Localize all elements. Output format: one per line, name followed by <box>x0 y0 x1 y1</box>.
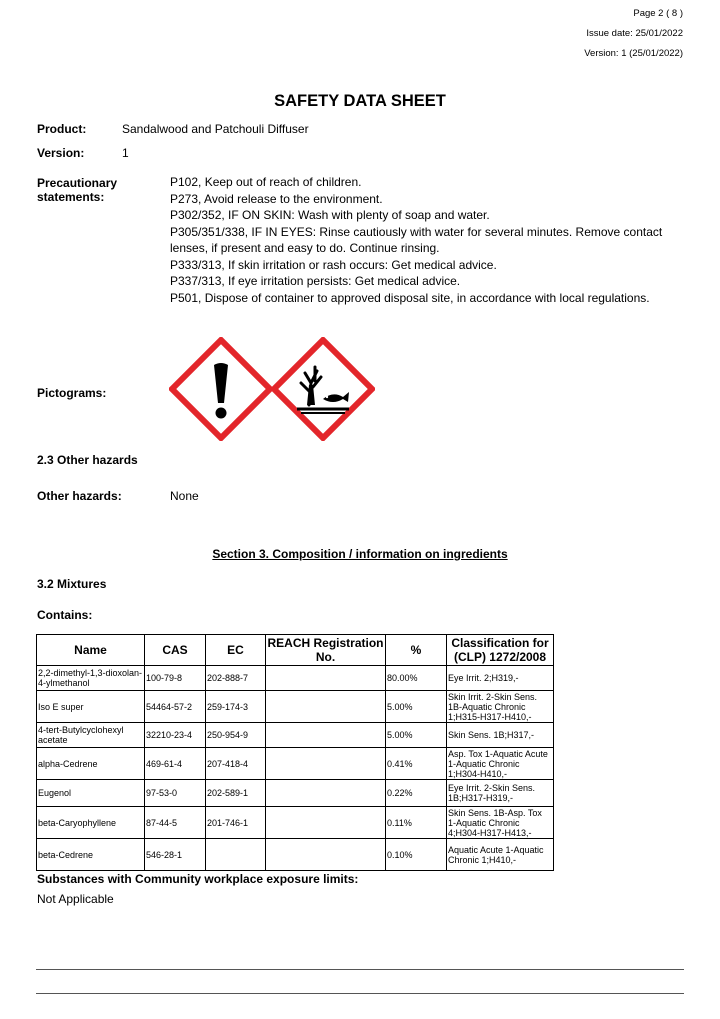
version-value: 1 <box>122 146 129 160</box>
cell-name: Eugenol <box>37 780 145 807</box>
cell-percent: 0.41% <box>386 748 447 780</box>
table-row <box>37 780 554 807</box>
statement: P273, Avoid release to the environment. <box>170 191 383 206</box>
cell-ec: 202-589-1 <box>206 780 266 807</box>
col-clp-header: Classification for (CLP) 1272/2008 <box>447 635 554 666</box>
cell-cas: 97-53-0 <box>145 780 206 807</box>
cell-percent: 0.11% <box>386 807 447 839</box>
cell-name: beta-Cedrene <box>37 839 145 871</box>
cell-clp: Skin Sens. 1B;H317,- <box>447 723 554 748</box>
product-value: Sandalwood and Patchouli Diffuser <box>122 122 309 136</box>
contains-label: Contains: <box>37 608 93 622</box>
statement: P302/352, IF ON SKIN: Wash with plenty of soap and water. <box>170 208 490 222</box>
statement: P333/313, If skin irritation or rash occurs: Get medical advice. <box>170 257 497 272</box>
cell-ec: 250-954-9 <box>206 723 266 748</box>
cell-cas: 469-61-4 <box>145 748 206 780</box>
statement: P102, Keep out of reach of children. <box>170 175 362 189</box>
precautionary-statements <box>170 174 675 306</box>
exclamation-mark-pictogram <box>169 337 273 441</box>
precautionary-label-line1: Precautionary <box>37 176 118 190</box>
cell-name: Iso E super <box>37 691 145 723</box>
ingredients-table <box>36 634 554 871</box>
environment-pictogram <box>271 337 375 441</box>
other-hazards-heading: 2.3 Other hazards <box>37 453 138 467</box>
cell-name: 2,2-dimethyl-1,3-dioxolan-4-ylmethanol <box>37 666 145 691</box>
cell-cas: 100-79-8 <box>145 666 206 691</box>
section-3-title: Section 3. Composition / information on ingredients <box>212 547 508 561</box>
table-row <box>37 691 554 723</box>
footer-divider-top <box>36 969 684 970</box>
cell-reach <box>266 666 386 691</box>
statement: P337/313, If eye irritation persists: Get medical advice. <box>170 274 461 288</box>
other-hazards-value: None <box>170 489 199 503</box>
cell-reach <box>266 839 386 871</box>
cell-percent: 0.22% <box>386 780 447 807</box>
table-row <box>37 807 554 839</box>
cell-name: alpha-Cedrene <box>37 748 145 780</box>
cell-percent: 80.00% <box>386 666 447 691</box>
cell-cas: 54464-57-2 <box>145 691 206 723</box>
cell-name: 4-tert-Butylcyclohexyl acetate <box>37 723 145 748</box>
mixtures-heading: 3.2 Mixtures <box>37 577 107 591</box>
cell-ec: 259-174-3 <box>206 691 266 723</box>
statement: P305/351/338, IF IN EYES: Rinse cautiously with water for several minutes. Remove contact lenses, if present and easy to do. Continue rinsing. <box>170 224 663 255</box>
cell-ec: 201-746-1 <box>206 807 266 839</box>
cell-clp: Skin Sens. 1B-Asp. Tox 1-Aquatic Chronic 4;H304-H317-H413,- <box>447 807 554 839</box>
col-name-header: Name <box>37 635 145 666</box>
cell-cas: 546-28-1 <box>145 839 206 871</box>
pictograms-label: Pictograms: <box>37 386 107 400</box>
cell-ec: 202-888-7 <box>206 666 266 691</box>
table-row <box>37 748 554 780</box>
cell-percent: 5.00% <box>386 723 447 748</box>
footer-divider-bottom <box>36 993 684 994</box>
precautionary-label-line2: statements: <box>37 190 105 204</box>
table-row <box>37 839 554 871</box>
cell-cas: 32210-23-4 <box>145 723 206 748</box>
cell-name: beta-Caryophyllene <box>37 807 145 839</box>
table-row <box>37 666 554 691</box>
cell-cas: 87-44-5 <box>145 807 206 839</box>
cell-clp: Eye Irrit. 2-Skin Sens. 1B;H317-H319,- <box>447 780 554 807</box>
cell-reach <box>266 748 386 780</box>
cell-clp: Skin Irrit. 2-Skin Sens. 1B-Aquatic Chronic 1;H315-H317-H410,- <box>447 691 554 723</box>
cell-reach <box>266 691 386 723</box>
cell-ec <box>206 839 266 871</box>
other-hazards-label: Other hazards: <box>37 489 122 503</box>
col-reach-header: REACH Registration No. <box>267 636 384 664</box>
issue-date: Issue date: 25/01/2022 <box>586 28 683 39</box>
cell-percent: 5.00% <box>386 691 447 723</box>
cell-clp: Aquatic Acute 1-Aquatic Chronic 1;H410,- <box>447 839 554 871</box>
col-cas-header: CAS <box>145 635 206 666</box>
cell-clp: Eye Irrit. 2;H319,- <box>447 666 554 691</box>
cell-clp: Asp. Tox 1-Aquatic Acute 1-Aquatic Chronic 1;H304-H410,- <box>447 748 554 780</box>
version-date: Version: 1 (25/01/2022) <box>584 48 683 59</box>
document-title: SAFETY DATA SHEET <box>274 92 446 110</box>
version-label: Version: <box>37 146 85 160</box>
product-label: Product: <box>37 122 87 136</box>
cell-reach <box>266 723 386 748</box>
table-header-row <box>37 635 554 666</box>
page-number: Page 2 ( 8 ) <box>633 8 683 19</box>
cell-reach <box>266 780 386 807</box>
table-row <box>37 723 554 748</box>
cell-reach <box>266 807 386 839</box>
col-ec-header: EC <box>206 635 266 666</box>
cell-ec: 207-418-4 <box>206 748 266 780</box>
cell-percent: 0.10% <box>386 839 447 871</box>
exposure-limits-label: Substances with Community workplace exposure limits: <box>37 872 359 886</box>
precautionary-label <box>37 176 117 204</box>
statement: P501, Dispose of container to approved disposal site, in accordance with local regulations. <box>170 290 650 305</box>
col-percent-header: % <box>386 635 447 666</box>
exposure-limits-value: Not Applicable <box>37 892 114 906</box>
